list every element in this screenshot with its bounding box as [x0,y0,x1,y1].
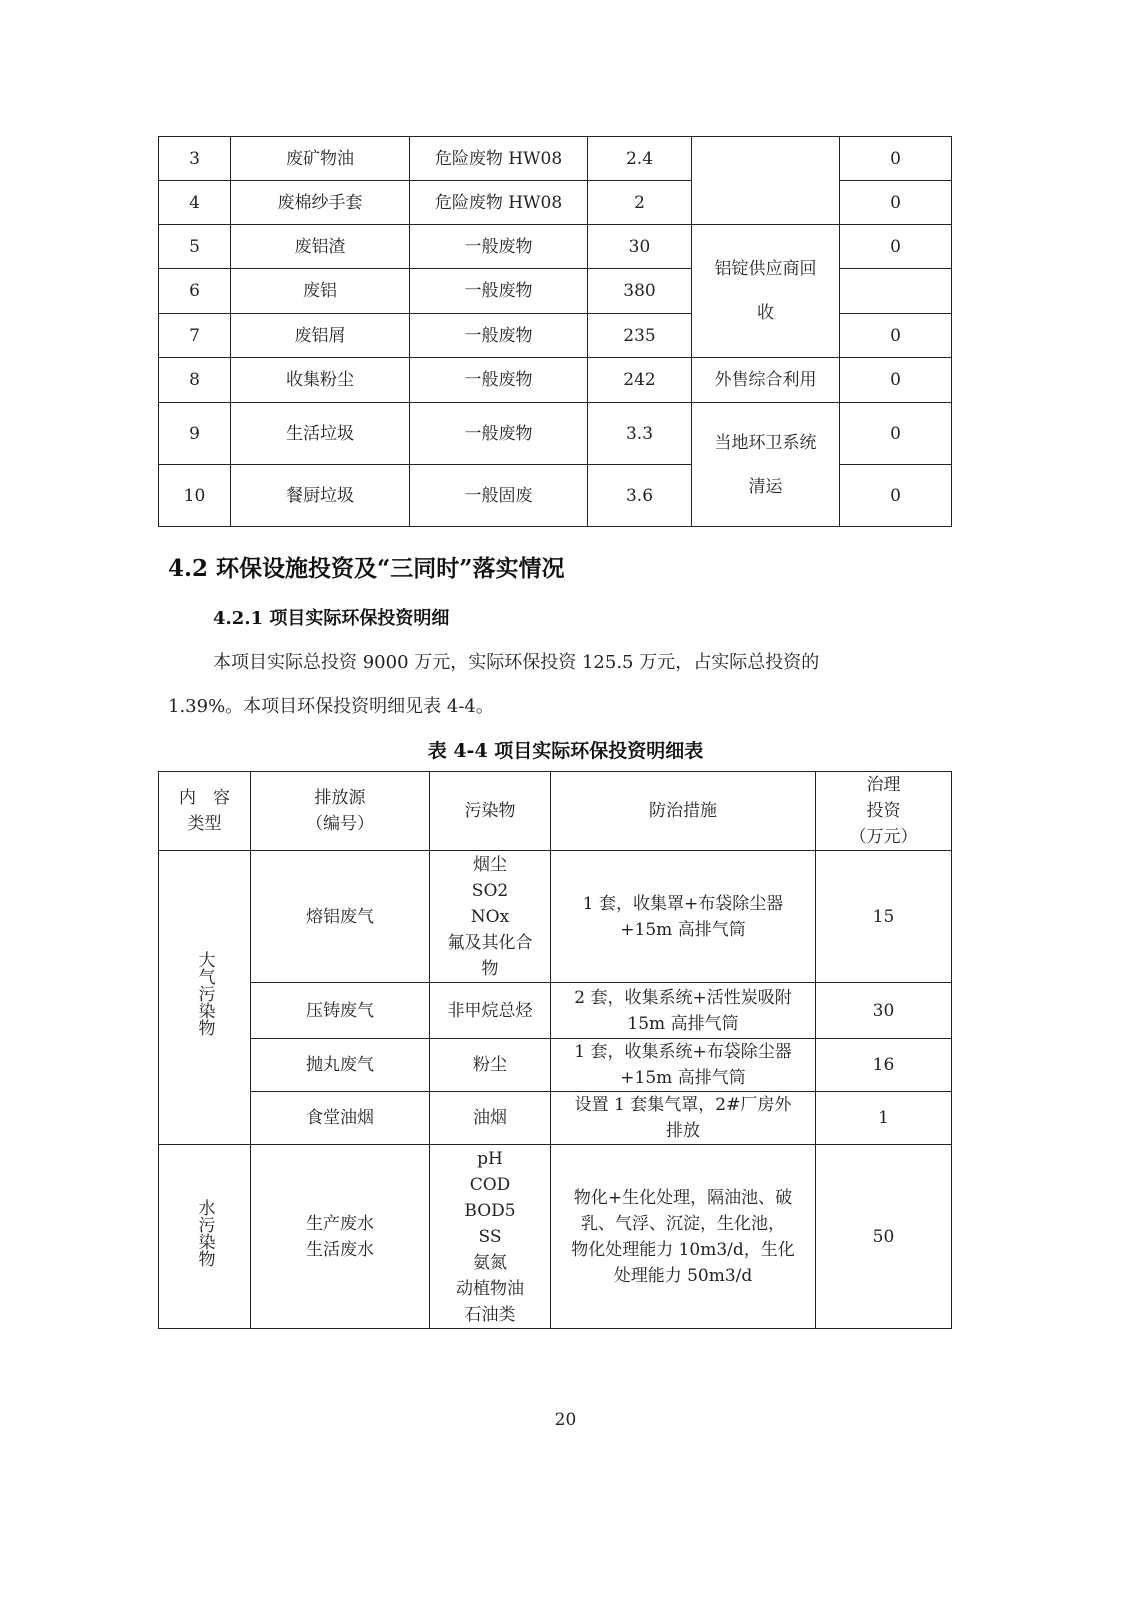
source-line: 生活废水 [306,1239,374,1260]
waste-name: 废矿物油 [231,137,410,181]
header-pollutant: 污染物 [430,772,551,851]
waste-name: 废棉纱手套 [231,181,410,225]
row-number: 3 [159,137,231,181]
measure-line: 1 套，收集系统+布袋除尘器 [574,1042,792,1062]
waste-amount: 3.3 [588,403,692,465]
header-type [159,772,251,851]
page-number: 20 [554,1410,577,1430]
row-number: 10 [159,465,231,527]
pollutant-item: NOx [470,906,510,927]
waste-name: 生活垃圾 [231,403,410,465]
emission-source [251,1145,430,1329]
row-number: 8 [159,358,231,403]
header-type-line2: 类型 [187,814,222,834]
source-line: 生产废水 [306,1213,374,1234]
measure-line: 排放 [666,1121,700,1141]
header-invest-line2: 投资 [866,801,901,821]
control-measure [551,983,816,1039]
waste-amount: 2 [588,181,692,225]
category-water [159,1145,251,1329]
pollutant-list: 非甲烷总烃 [430,983,551,1039]
header-source-line2: （编号） [306,814,374,834]
emission-source: 抛丸废气 [251,1039,430,1092]
waste-name: 餐厨垃圾 [231,465,410,527]
discharge-value: 0 [840,181,952,225]
waste-type: 一般废物 [410,403,588,465]
control-measure [551,1092,816,1145]
pollutant-list: 粉尘 [430,1039,551,1092]
header-invest-line3: （万元） [849,827,918,847]
control-measure [551,1145,816,1329]
discharge-value: 0 [840,314,952,358]
table-row [159,225,952,269]
discharge-value: 0 [840,358,952,403]
discharge-value: 0 [840,403,952,465]
waste-amount: 3.6 [588,465,692,527]
table-row [159,851,952,983]
pollutant-item: 氟及其化合 [447,932,533,953]
header-row [159,772,952,851]
measure-line: 2 套，收集系统+活性炭吸附 [574,987,792,1008]
section-heading: 4.2 环保设施投资及“三同时”落实情况 [168,555,565,582]
header-type-line1: 内 容 [179,788,230,808]
waste-name: 废铝渣 [231,225,410,269]
paragraph-line-1: 本项目实际总投资 9000 万元，实际环保投资 125.5 万元，占实际总投资的 [213,652,820,673]
pollutant-item: 烟尘 [473,854,507,875]
investment-value: 16 [816,1039,952,1092]
pollutant-item: 氨氮 [473,1252,507,1273]
row-number: 7 [159,314,231,358]
measure-line: 物化+生化处理，隔油池、破 [573,1187,793,1208]
pollutant-item: SS [478,1226,502,1247]
control-measure [551,851,816,983]
disposal-sanitation-line2: 清运 [748,476,783,497]
header-measure: 防治措施 [551,772,816,851]
waste-amount: 2.4 [588,137,692,181]
waste-type: 一般废物 [410,225,588,269]
pollutant-item: BOD5 [464,1200,516,1221]
table-row [159,1092,952,1145]
discharge-value: 0 [840,465,952,527]
waste-amount: 235 [588,314,692,358]
measure-line: +15m 高排气筒 [620,1068,746,1088]
disposal-supplier [692,225,840,358]
disposal-sanitation-line1: 当地环卫系统 [714,432,817,453]
category-air [159,851,251,1145]
row-number: 4 [159,181,231,225]
waste-type: 一般废物 [410,269,588,314]
pollutant-list [430,1145,551,1329]
waste-type: 一般废物 [410,358,588,403]
waste-amount: 380 [588,269,692,314]
row-number: 5 [159,225,231,269]
table-row [159,1039,952,1092]
table-row [159,137,952,181]
table-row [159,1145,952,1329]
discharge-value: 0 [840,225,952,269]
pollutant-list [430,851,551,983]
disposal-supplier-line1: 铝锭供应商回 [714,259,817,279]
table-caption: 表 4-4 项目实际环保投资明细表 [427,740,704,762]
category-air-label: 大气污染物 [194,951,215,1036]
table-row [159,358,952,403]
investment-table [158,771,952,1329]
pollutant-list: 油烟 [430,1092,551,1145]
paragraph-line-2: 1.39%。本项目环保投资明细见表 4-4。 [168,696,494,717]
measure-line: 乳、气浮、沉淀，生化池， [581,1213,785,1234]
disposal-supplier-line2: 收 [757,303,774,323]
pollutant-item: 物 [481,958,499,979]
waste-type: 一般废物 [410,314,588,358]
pollutant-item: 动植物油 [456,1278,524,1299]
pollutant-item: pH [477,1148,503,1169]
disposal-sanitation [692,403,840,527]
emission-source: 压铸废气 [251,983,430,1039]
disposal-sale: 外售综合利用 [692,358,840,403]
investment-value: 15 [816,851,952,983]
measure-line: 15m 高排气筒 [627,1013,739,1034]
measure-line: 1 套，收集罩+布袋除尘器 [582,893,784,914]
measure-line: 设置 1 套集气罩，2#厂房外 [574,1095,792,1115]
pollutant-item: 石油类 [464,1304,516,1325]
emission-source: 食堂油烟 [251,1092,430,1145]
waste-name: 废铝 [231,269,410,314]
measure-line: +15m 高排气筒 [620,919,746,940]
pollutant-item: COD [469,1174,511,1195]
table-row [159,403,952,465]
measure-line: 物化处理能力 10m3/d，生化 [571,1239,795,1260]
header-source-line1: 排放源 [314,788,366,808]
row-number: 6 [159,269,231,314]
header-invest-line1: 治理 [866,775,901,795]
solid-waste-table [158,136,952,527]
waste-name: 收集粉尘 [231,358,410,403]
discharge-value: 0 [840,137,952,181]
disposal-cell-empty [692,137,840,225]
pollutant-item: SO2 [471,880,509,901]
investment-value: 30 [816,983,952,1039]
waste-amount: 242 [588,358,692,403]
category-water-label: 水污染物 [194,1198,215,1267]
investment-value: 50 [816,1145,952,1329]
waste-type: 危险废物 HW08 [410,137,588,181]
investment-value: 1 [816,1092,952,1145]
control-measure [551,1039,816,1092]
table-row [159,983,952,1039]
waste-amount: 30 [588,225,692,269]
waste-type: 危险废物 HW08 [410,181,588,225]
header-invest [816,772,952,851]
row-number: 9 [159,403,231,465]
measure-line: 处理能力 50m3/d [613,1265,753,1286]
discharge-value [840,269,952,314]
waste-name: 废铝屑 [231,314,410,358]
subsection-heading: 4.2.1 项目实际环保投资明细 [213,608,450,629]
emission-source: 熔铝废气 [251,851,430,983]
header-source [251,772,430,851]
waste-type: 一般固废 [410,465,588,527]
